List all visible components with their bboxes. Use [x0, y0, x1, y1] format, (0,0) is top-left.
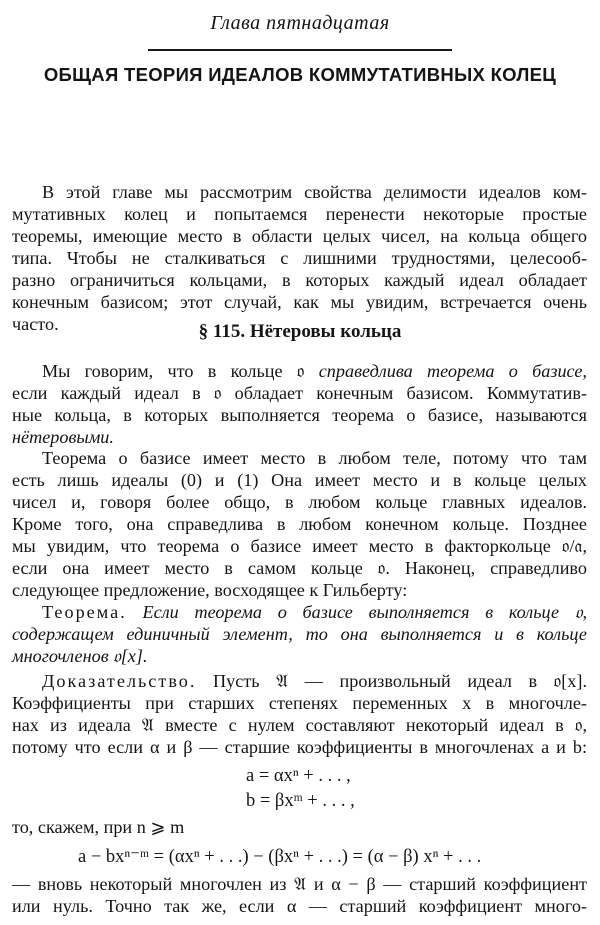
formula-difference: a − bxⁿ⁻ᵐ = (αxⁿ + . . .) − (βxⁿ + . . .) = (α − β) xⁿ + . . .: [78, 847, 482, 867]
proof-line: Коэффициенты при старших степенях переменных x в многочле-: [12, 693, 587, 713]
intro-line: теоремы, имеющие место в области целых чисел, на кольца общего: [12, 226, 587, 246]
para2-line: следующее предложение, восходящее к Гильберту:: [12, 580, 408, 600]
theorem-line: содержащем единичный элемент, то она выполняется и в кольце: [12, 624, 587, 644]
para2-line: чисел и, говоря более общо, в любом кольце главных идеалов.: [12, 492, 587, 512]
para2-line: мы увидим, что теорема о базисе имеет место в факторкольце 𝔬/𝔞,: [12, 536, 587, 556]
para2-line: Кроме того, она справедлива в любом конечном кольце. Позднее: [12, 514, 587, 534]
theorem-text: Если теорема о базисе выполняется в кольце 𝔬,: [142, 602, 588, 622]
closing-line: — вновь некоторый многочлен из 𝔄 и α − β — старший коэффициент: [12, 874, 587, 894]
emphasis: справедлива теорема о базисе,: [304, 361, 587, 381]
chapter-rule: [148, 49, 452, 51]
intro-line: разно ограничиться кольцами, в которых каждый идеал обладает: [12, 270, 587, 290]
para1-line: нётеровыми.: [12, 427, 114, 447]
theorem-label: Теорема.: [42, 602, 127, 622]
proof-line: [42, 670, 587, 692]
theorem-line: [42, 601, 587, 623]
para1-line: если каждый идеал в 𝔬 обладает конечным базисом. Коммутатив-: [12, 383, 587, 403]
formula-a: a = αxⁿ + . . . ,: [246, 766, 351, 786]
proof-label: Доказательство.: [42, 671, 197, 691]
proof-text: Пусть 𝔄 — произвольный идеал в 𝔬[x].: [213, 671, 587, 691]
intro-line: часто.: [12, 314, 59, 334]
para2-line: Теорема о базисе имеет место в любом теле, потому что там: [42, 448, 587, 468]
para1-text: Мы говорим, что в кольце: [42, 361, 297, 381]
intro-line: конечным базисом; этот случай, как мы увидим, встречается очень: [12, 292, 587, 312]
closing-line: или нуль. Точно так же, если α — старший коэффициент много-: [12, 896, 587, 916]
para1-line: ные кольца, в которых выполняется теорема о базисе, называются: [12, 405, 587, 425]
ring-symbol: 𝔬: [296, 361, 305, 381]
chapter-title: ОБЩАЯ ТЕОРИЯ ИДЕАЛОВ КОММУТАТИВНЫХ КОЛЕЦ: [43, 64, 557, 85]
para2-line: есть лишь идеалы (0) и (1) Она имеет место и в кольце целых: [12, 470, 587, 490]
intro-line: мутативных колец и попытаемся перенести некоторые простые: [12, 204, 587, 224]
theorem-line: многочленов 𝔬[x].: [12, 646, 148, 666]
intro-line: типа. Чтобы не сталкиваться с лишними трудностями, целесооб-: [12, 248, 587, 268]
formula-lead: то, скажем, при n ⩾ m: [12, 817, 185, 837]
formula-b: b = βxᵐ + . . . ,: [246, 791, 355, 811]
chapter-heading: Глава пятнадцатая: [210, 12, 390, 34]
section-heading: § 115. Нётеровы кольца: [198, 321, 402, 342]
intro-line: В этой главе мы рассмотрим свойства делимости идеалов ком-: [42, 182, 587, 202]
para2-line: если она имеет место в самом кольце 𝔬. Наконец, справедливо: [12, 558, 587, 578]
para1-line: [42, 360, 587, 382]
proof-line: нах из идеала 𝔄 вместе с нулем составляют некоторый идеал в 𝔬,: [12, 715, 587, 735]
proof-line: потому что если α и β — старшие коэффициенты в многочленах a и b:: [12, 737, 587, 757]
